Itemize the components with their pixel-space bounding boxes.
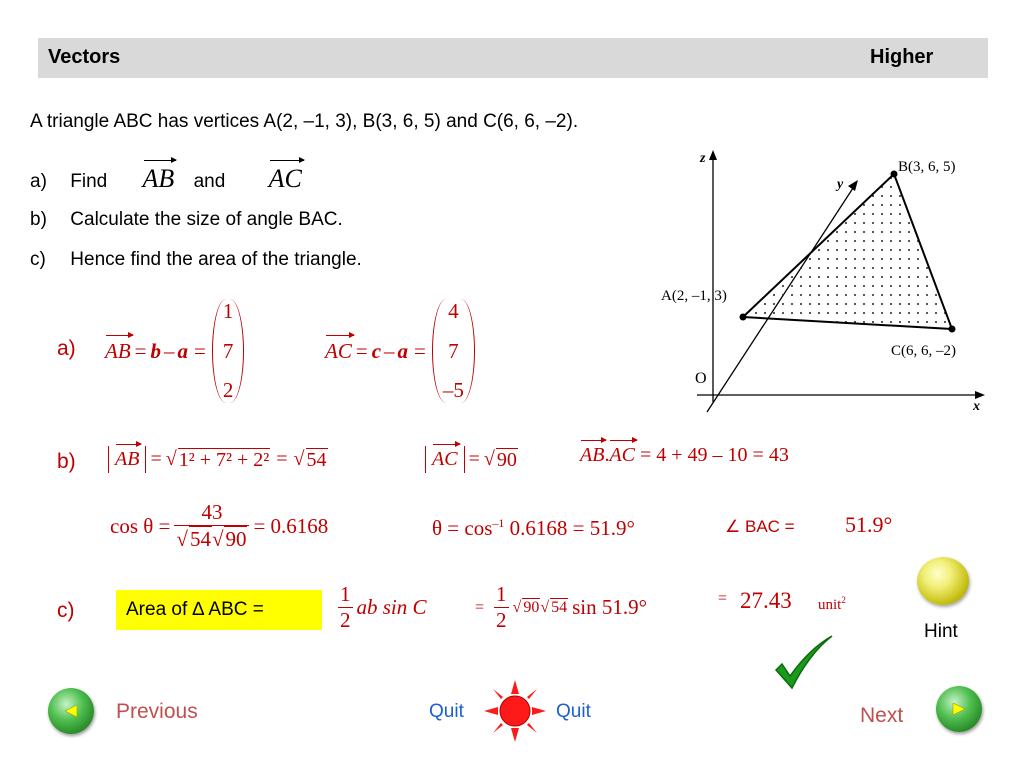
answer-a-ac-column	[432, 299, 475, 403]
question-intro: A triangle ABC has vertices A(2, –1, 3), B(3, 6, 5) and C(6, 6, –2).	[30, 111, 579, 132]
question-a-and: and	[193, 171, 226, 192]
vertex-b-label: B(3, 6, 5)	[898, 159, 956, 175]
answer-c-label: c)	[57, 599, 75, 622]
header-bar	[38, 38, 988, 78]
magnitude-ab-vec: AB	[115, 448, 140, 470]
area-substitution: = $\frac{1}{2}$ √ 90√ 54 sin 51.9°	[475, 582, 647, 632]
area-formula-num: 1	[340, 582, 351, 606]
question-c-text: Hence find the area of the triangle.	[70, 249, 362, 270]
quit-sun-icon[interactable]	[482, 678, 548, 744]
area-formula-den: 2	[340, 608, 351, 632]
answer-a-label: a)	[57, 337, 76, 360]
ab-component: 1	[222, 299, 234, 323]
quit-link-right[interactable]: Quit	[556, 701, 591, 722]
vector-ac-label: AC	[268, 164, 302, 193]
area-result-eq: =	[718, 590, 728, 607]
magnitude-ab: AB = √ 1² + 7² + 2² = √ 54	[108, 446, 328, 473]
next-link[interactable]: Next	[860, 704, 904, 727]
area-sub-root2: 54	[551, 599, 568, 616]
theta-lhs: θ = cos	[432, 516, 493, 540]
answer-a-ac-minus: –	[384, 338, 395, 363]
dot-product-vec1: AB	[580, 444, 605, 466]
ab-component: 7	[222, 338, 234, 363]
answer-a-ac: AC = c – a = 4 7 –5	[325, 296, 475, 406]
cos-theta-fraction: $\frac{43}{√54√90}$	[174, 500, 249, 552]
hint-button[interactable]	[917, 557, 969, 605]
theta-result: 0.6168 = 51.9°	[504, 516, 635, 540]
cos-theta-lhs: cos θ =	[110, 513, 171, 538]
ac-component: –5	[442, 378, 464, 402]
angle-bac-value: 51.9°	[845, 512, 893, 537]
area-sub-den: 2	[496, 608, 507, 632]
next-button[interactable]	[936, 686, 982, 732]
magnitude-ac-bars	[425, 446, 465, 473]
cos-theta-den1: 54	[189, 527, 211, 551]
area-highlight-box: Area of ∆ ABC =	[116, 590, 322, 630]
answer-a-ac-c: c	[371, 338, 382, 363]
cos-theta-den2: 90	[225, 527, 247, 551]
answer-a-ab-lhs: AB	[105, 338, 131, 363]
x-axis-label: x	[973, 399, 980, 414]
cos-theta-formula	[110, 500, 328, 552]
magnitude-ac-vec: AC	[432, 448, 458, 470]
area-sub-rest: sin 51.9°	[572, 595, 647, 619]
area-sub-num: 1	[496, 582, 507, 606]
question-b	[30, 209, 343, 231]
question-a-number: a)	[30, 171, 47, 192]
level-label: Higher	[870, 46, 934, 68]
dot-product-expr: = 4 + 49 – 10 = 43	[640, 444, 789, 466]
question-b-text: Calculate the size of angle BAC.	[70, 209, 343, 230]
theta-formula	[432, 516, 635, 541]
area-result: 27.43	[740, 588, 792, 613]
arrow-right-icon	[951, 701, 967, 717]
vertex-c	[949, 326, 956, 333]
area-formula-half	[338, 582, 353, 633]
area-sub-eq: =	[475, 598, 485, 616]
area-formula-rest: ab sin C	[356, 595, 427, 619]
vertex-b	[891, 171, 898, 178]
answer-a-ab-column	[212, 299, 245, 403]
check-icon	[770, 630, 838, 696]
y-axis-arrow	[848, 180, 858, 191]
vector-ab-label: AB	[142, 164, 175, 193]
magnitude-ac: AC = √ 90	[425, 446, 518, 473]
dot-product-vec2: AC	[609, 444, 635, 466]
z-axis-label: z	[700, 151, 706, 166]
angle-bac	[725, 517, 795, 537]
area-formula	[338, 582, 427, 633]
theta-inverse-sup: –1	[492, 516, 505, 530]
question-c	[30, 249, 362, 271]
origin-label: O	[695, 370, 707, 387]
previous-button[interactable]	[48, 688, 94, 734]
angle-bac-label: BAC =	[744, 517, 795, 536]
answer-a-ab-b: b	[150, 338, 161, 363]
answer-a-ac-a: a	[397, 338, 409, 363]
magnitude-ab-radicand: 1² + 7² + 2²	[178, 448, 270, 471]
x-axis-arrow	[975, 391, 985, 399]
arrow-left-icon	[63, 703, 79, 719]
answer-a-ab-minus: –	[164, 338, 175, 363]
page-title: Vectors	[48, 46, 121, 68]
area-unit-text: unit	[818, 597, 842, 613]
previous-link[interactable]: Previous	[116, 700, 198, 723]
triangle-diagram	[655, 140, 995, 415]
z-axis-arrow	[709, 150, 717, 160]
angle-icon: ∠	[725, 517, 741, 536]
ac-component: 7	[448, 338, 459, 363]
area-sub-half	[494, 582, 509, 633]
ac-component: 4	[448, 299, 459, 323]
dot-product: AB . AC = 4 + 49 – 10 = 43	[580, 444, 789, 466]
answer-a-ac-lhs: AC	[325, 338, 352, 363]
vertex-a	[740, 314, 747, 321]
answer-a-ab-a: a	[177, 338, 188, 363]
cos-theta-result: = 0.6168	[253, 513, 329, 538]
y-axis-label: y	[837, 177, 844, 192]
cos-theta-numerator: 43	[201, 500, 223, 524]
area-unit	[818, 595, 846, 614]
answer-a-ab: AB = b – a = 1 7 2	[105, 296, 244, 406]
area-sub-root1: 90	[523, 599, 540, 616]
question-c-number: c)	[30, 249, 46, 270]
vertex-a-label: A(2, –1, 3)	[661, 288, 727, 304]
magnitude-ac-result: 90	[496, 448, 517, 471]
hint-label[interactable]: Hint	[924, 621, 958, 642]
question-b-number: b)	[30, 209, 47, 230]
area-unit-sup: 2	[841, 595, 846, 605]
question-a-text: Find	[70, 171, 108, 192]
vertex-c-label: C(6, 6, –2)	[891, 343, 956, 359]
magnitude-ab-result: 54	[306, 448, 327, 471]
question-a	[30, 164, 302, 194]
magnitude-ab-bars	[108, 446, 146, 473]
quit-link-left[interactable]: Quit	[429, 701, 464, 722]
ab-component: 2	[222, 378, 234, 402]
answer-b-label: b)	[57, 450, 76, 473]
